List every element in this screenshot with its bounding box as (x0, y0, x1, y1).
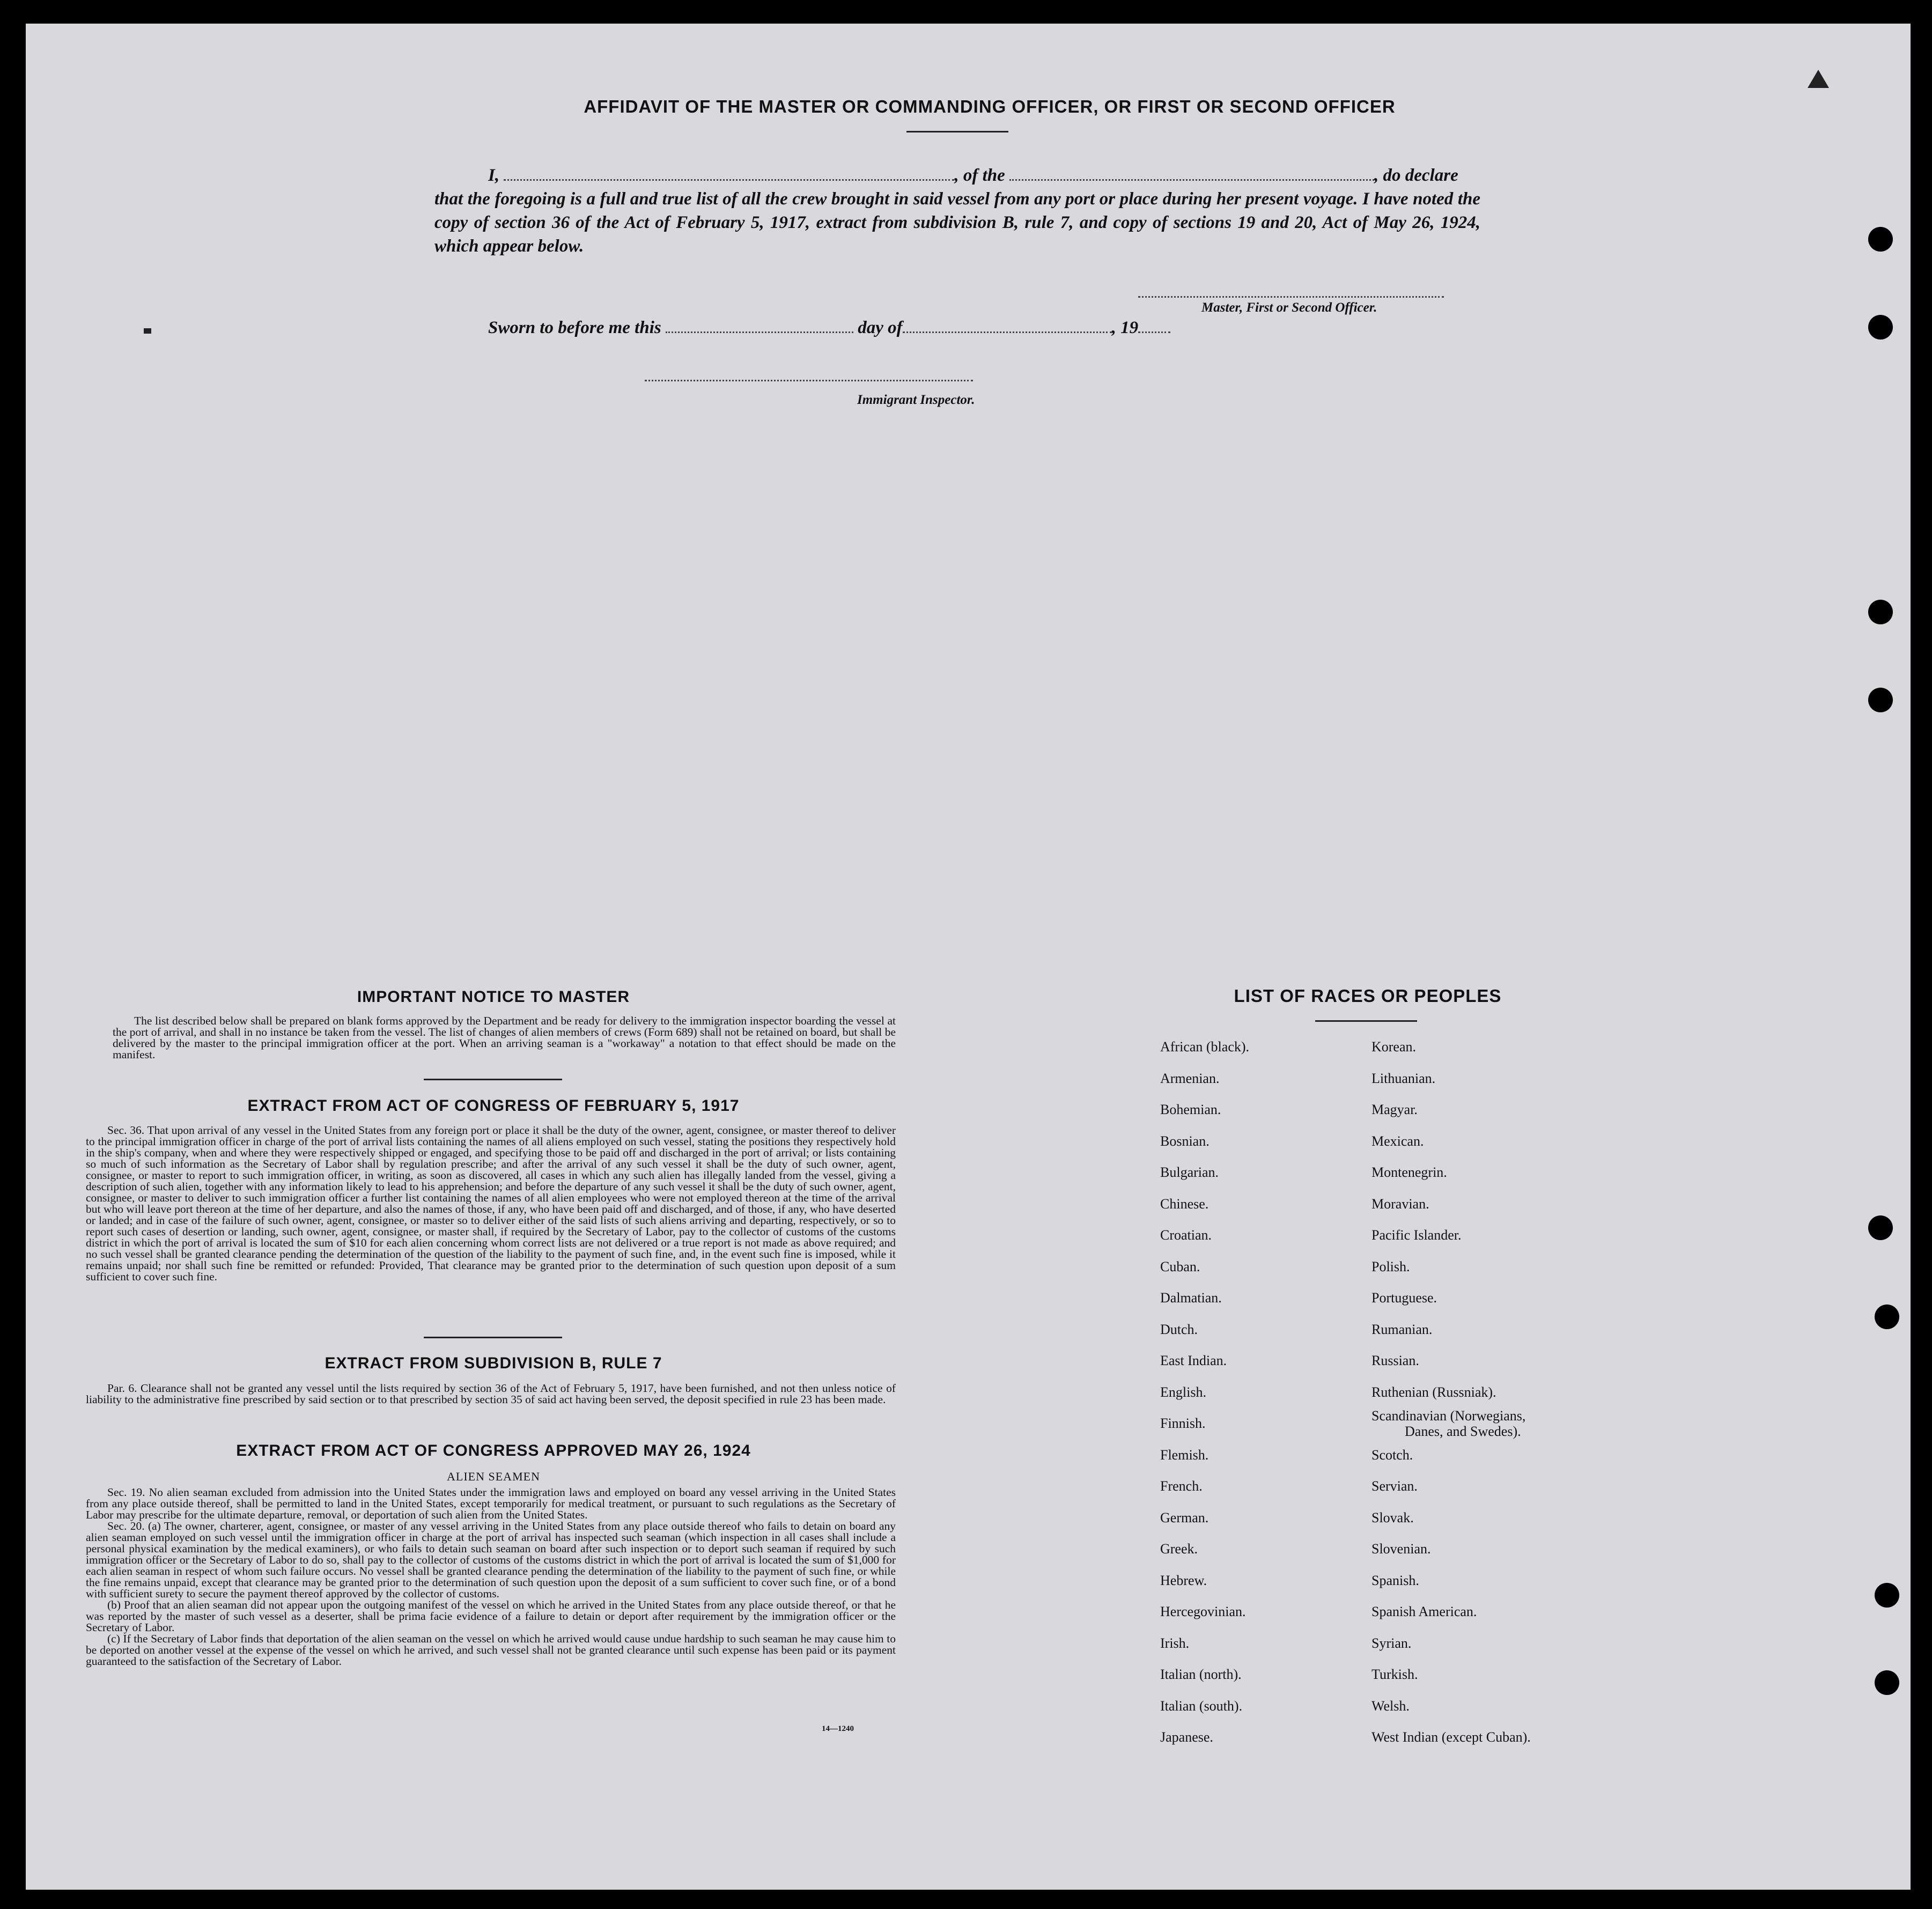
race-item: Spanish American. (1371, 1604, 1477, 1619)
do-declare-label: , do declare (1374, 166, 1458, 185)
vessel-blank[interactable] (1009, 179, 1374, 181)
race-item: French. (1160, 1478, 1203, 1494)
month-blank[interactable] (903, 331, 1112, 333)
race-item: Servian. (1371, 1478, 1418, 1494)
day-blank[interactable] (666, 331, 853, 333)
extract-1924-title: EXTRACT FROM ACT OF CONGRESS APPROVED MAY 26, 1924 (236, 1442, 751, 1460)
scan-border-bottom (0, 1890, 1932, 1909)
race-item: Slovenian. (1371, 1541, 1431, 1557)
race-item: Armenian. (1160, 1070, 1220, 1086)
race-item: Rumanian. (1371, 1321, 1433, 1337)
sworn-prefix: Sworn to before me this (488, 318, 661, 337)
race-item: East Indian. (1160, 1353, 1227, 1368)
race-item: Portuguese. (1371, 1290, 1437, 1306)
race-item: Bohemian. (1160, 1102, 1221, 1117)
race-item: Turkish. (1371, 1667, 1418, 1682)
race-item: Chinese. (1160, 1196, 1209, 1212)
race-item: Moravian. (1371, 1196, 1429, 1212)
punch-hole (1875, 1304, 1899, 1329)
form-number: 14—1240 (822, 1724, 854, 1733)
race-item: Bulgarian. (1160, 1164, 1219, 1180)
inspector-signature-caption: Immigrant Inspector. (857, 393, 975, 407)
race-item: Korean. (1371, 1039, 1417, 1055)
race-item-continuation: Danes, and Swedes). (1405, 1424, 1521, 1439)
race-item: Japanese. (1160, 1729, 1213, 1745)
sec-20c-text: (c) If the Secretary of Labor finds that deportation of the alien seaman on the vessel on which he arrived would cause undue hardship to such seaman he may cause him to be deported on another vessel at the expense of the vessel on which he arrived, and such vessel shall not be granted clearance until such expense has been paid or its payment guaranteed to the satisfaction of the Secretary of Labor. (86, 1632, 896, 1668)
punch-hole (1868, 1215, 1893, 1240)
extract-1917-title: EXTRACT FROM ACT OF CONGRESS OF FEBRUARY 5, 1917 (247, 1097, 740, 1115)
sec-19-text: Sec. 19. No alien seaman excluded from admission into the United States under the immigration laws and employed on board any vessel arriving in the United States from any place outside thereof, shall be permitted to land in the United States, except temporarily for medical treatment, or pursuant to such regulations as the Secretary of Labor may prescribe for the ultimate departure, removal, or deportation of such alien from the United States. (86, 1486, 896, 1521)
year-blank[interactable] (1138, 331, 1170, 333)
race-item: Croatian. (1160, 1227, 1212, 1243)
race-item: Dalmatian. (1160, 1290, 1222, 1306)
race-item: Syrian. (1371, 1635, 1412, 1651)
punch-hole (1868, 315, 1893, 340)
extract-rule7-body (86, 1383, 896, 1405)
punch-hole (1868, 688, 1893, 712)
race-item: Spanish. (1371, 1572, 1419, 1588)
sworn-line (488, 318, 1170, 338)
races-title: LIST OF RACES OR PEOPLES (1234, 986, 1502, 1006)
section-36-text: Sec. 36. That upon arrival of any vessel in the United States from any foreign port or place it shall be the duty of the owner, agent, consignee, or master thereof to deliver to the principal immigration officer in charge of the port of arrival lists containing the names of all aliens employed on such vessel, stating the positions they respectively hold in the ship's company, when and where they were respectively shipped or engaged, and specifying those to be paid off and discharged in the port of arrival; or lists containing so much of such information as the Secretary of Labor shall by regulation prescribe; and after the arrival of any such vessel it shall be the duty of such owner, agent, consignee, or master to report to such immigration officer, in writing, as soon as discovered, all cases in which any such alien has illegally landed from the vessel, giving a description of such alien, together with any information likely to lead to his apprehension; and before the departure of any such vessel it shall be the duty of such owner, agent, consignee, or master to deliver to such immigration officer a further list containing the names of all alien employees who were not employed thereon at the time of the arrival but who will leave port thereon at the time of her departure, and also the names of those, if any, who have been paid off and discharged, and of those, if any, who have deserted or landed; and in case of the failure of such owner, agent, consignee, or master so to deliver either of the said lists of such aliens arriving and departing, respectively, or so to report such cases of desertion or landing, such owner, agent, consignee, or master shall, if required by the Secretary of Labor, pay to the collector of customs of the customs district in which the port of arrival is located the sum of $10 for each alien concerning whom correct lists are not delivered or a true report is not made as above required; and no such vessel shall be granted clearance pending the determination of the question of the liability to the payment of such fine, and, in the event such fine is imposed, while it remains unpaid; nor shall such fine be remitted or refunded: Provided, That clearance may be granted prior to the determination of such question upon deposit of a sum sufficient to cover such fine. (86, 1124, 896, 1283)
race-item: Finnish. (1160, 1416, 1206, 1431)
year-prefix: , 19 (1111, 318, 1139, 337)
race-item-line: Scandinavian (Norwegians, (1371, 1408, 1526, 1424)
notice-title: IMPORTANT NOTICE TO MASTER (357, 988, 630, 1006)
race-item: Italian (south). (1160, 1698, 1243, 1714)
extract-1924-body (86, 1487, 896, 1667)
race-item: Montenegrin. (1371, 1164, 1447, 1180)
race-item: Pacific Islander. (1371, 1227, 1462, 1243)
affidavit-declaration-line (434, 164, 1480, 187)
master-signature-caption: Master, First or Second Officer. (1201, 300, 1377, 315)
race-item: West Indian (except Cuban). (1371, 1729, 1531, 1745)
sec-20a-text: Sec. 20. (a) The owner, charterer, agent, consignee, or master of any vessel arriving in the United States from any place outside thereof who fails to detain on board any alien seaman employed on such vessel until the immigration officer in charge at the port of arrival has inspected such seaman (which inspection in all cases shall include a personal physical examination by the medical examiners), or who fails to detain such seaman on board after such inspection or to deport such seaman if required by such immigration officer or the Secretary of Labor to do so, shall pay to the collector of customs of the customs district in which the port of arrival is located the sum of $1,000 for each alien seaman in respect of whom such failure occurs. No vessel shall be granted clearance pending the determination of the liability to the payment of such fine, or while the fine remains unpaid, except that clearance may be granted prior to the determination of such question upon the deposit of a sum sufficient to cover such fine, or of a bond with sufficient surety to secure the payment thereof approved by the collector of customs. (86, 1520, 896, 1600)
alien-seamen-subtitle: ALIEN SEAMEN (447, 1470, 540, 1483)
of-the-label: , of the (954, 166, 1005, 185)
punch-hole (1868, 600, 1893, 624)
race-item: Scotch. (1371, 1447, 1413, 1463)
race-item: Dutch. (1160, 1321, 1198, 1337)
races-left-column (1160, 1031, 1249, 1753)
day-of-label: day of (858, 318, 903, 337)
affidavit-body: that the foregoing is a full and true list of all the crew brought in said vessel from any port or place during her present voyage. I have noted the copy of section 36 of the Act of February 5, 1917, extract from subdivision B, rule 7, and copy of sections 19 and 20, Act of May 26, 1924, which appear below. (434, 189, 1480, 256)
race-item: Hebrew. (1160, 1572, 1207, 1588)
affidavit-statement (434, 164, 1480, 258)
scan-border-top (0, 0, 1932, 24)
race-item: Mexican. (1371, 1133, 1424, 1149)
race-item: Welsh. (1371, 1698, 1410, 1714)
race-item: German. (1160, 1509, 1209, 1525)
race-item: Greek. (1160, 1541, 1198, 1557)
section-divider (424, 1337, 562, 1338)
affidavit-title: AFFIDAVIT OF THE MASTER OR COMMANDING OFFICER, OR FIRST OR SECOND OFFICER (584, 97, 1396, 116)
race-item: Magyar. (1371, 1102, 1418, 1117)
race-item: Polish. (1371, 1258, 1410, 1274)
race-item: Italian (north). (1160, 1667, 1242, 1682)
notice-text: The list described below shall be prepared on blank forms approved by the Department and be ready for delivery to the immigration inspector boarding the vessel at the port of arrival, and shall in no instance be taken from the vessel. The list of changes of alien members of crews (Form 689) shall not be retained on board, but shall be delivered by the master to the principal immigration officer at the port. When an arriving seaman is a "workaway" a notation to that effect should be made on the manifest. (113, 1014, 896, 1061)
scan-speck (144, 328, 151, 334)
race-item: Ruthenian (Russniak). (1371, 1384, 1496, 1400)
race-item: English. (1160, 1384, 1206, 1400)
inspector-signature-line[interactable] (645, 380, 973, 381)
race-item (1371, 1408, 1531, 1440)
scan-speck (1808, 70, 1829, 88)
race-item: Lithuanian. (1371, 1070, 1436, 1086)
extract-1917-body (86, 1125, 896, 1283)
par-6-text: Par. 6. Clearance shall not be granted any vessel until the lists required by section 36 of the Act of February 5, 1917, have been furnished, and not then unless notice of liability to the administrative fine prescribed by said section or to that prescribed by section 35 of said act having been served, the deposit specified in rule 23 has been made. (86, 1382, 896, 1406)
punch-hole (1868, 227, 1893, 252)
race-item: Hercegovinian. (1160, 1604, 1246, 1619)
notice-body (113, 1015, 896, 1060)
race-item: Slovak. (1371, 1509, 1414, 1525)
sec-20b-text: (b) Proof that an alien seaman did not appear upon the outgoing manifest of the vessel on which he arrived in the United States from any place outside thereof, or that he was reported by the master of such vessel as a deserter, shall be prima facie evidence of a failure to detain or deport after requirement by the immigration officer or the Secretary of Labor. (86, 1598, 896, 1634)
name-blank[interactable] (504, 179, 954, 181)
races-title-underline (1315, 1020, 1417, 1022)
race-item: Russian. (1371, 1353, 1419, 1368)
race-item: African (black). (1160, 1039, 1250, 1055)
scan-border-right (1911, 0, 1932, 1909)
affidavit-i: I, (488, 166, 500, 185)
extract-rule7-title: EXTRACT FROM SUBDIVISION B, RULE 7 (325, 1354, 662, 1372)
races-right-column (1371, 1031, 1531, 1753)
title-underline (906, 131, 1008, 132)
master-signature-line[interactable] (1138, 296, 1444, 298)
section-divider (424, 1079, 562, 1080)
scan-border-left (0, 0, 26, 1909)
punch-hole (1875, 1583, 1899, 1608)
race-item: Cuban. (1160, 1258, 1200, 1274)
punch-hole (1875, 1670, 1899, 1695)
race-item: Irish. (1160, 1635, 1190, 1651)
race-item: Flemish. (1160, 1447, 1209, 1463)
race-item: Bosnian. (1160, 1133, 1210, 1149)
